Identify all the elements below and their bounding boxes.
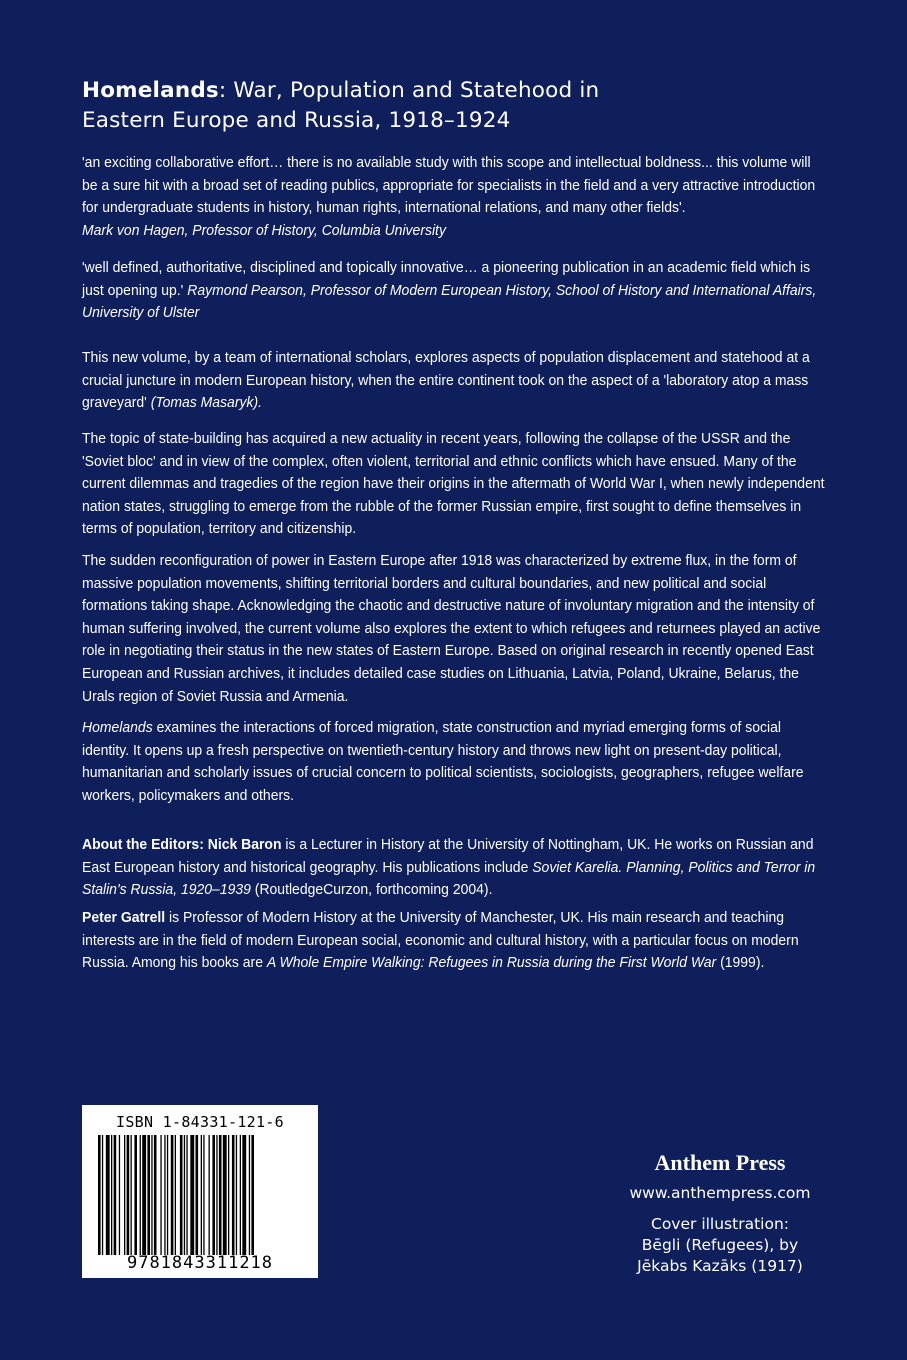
para3-text: The sudden reconfiguration of power in Eastern Europe after 1918 was characterized by extreme flux, in the form of massive population movements, shifting territorial borders and cultural boundaries, and new political and social formations taking shape. Acknowledging the chaotic and destructive nature of involuntary migration and the intensity of human suffering involved, the current volume also explores the extent to which refugees and returnees played an active role in negotiating their status in the new states of Eastern Europe. Based on original research in recently opened East European and Russian archives, it includes detailed case studies on Lithuania, Latvia, Poland, Ukraine, Belarus, the Urals region of Soviet Russia and Armenia. bbox=[82, 552, 821, 705]
barcode-stripe bbox=[228, 1135, 229, 1255]
barcode-stripe bbox=[164, 1135, 165, 1255]
about-gatrell bbox=[82, 907, 829, 975]
title-bold: Homelands bbox=[82, 78, 219, 103]
para4-lead: Homelands bbox=[82, 719, 153, 736]
barcode-stripe bbox=[196, 1135, 199, 1255]
barcode-stripe bbox=[201, 1135, 202, 1255]
editors-label: About the Editors: Nick Baron bbox=[82, 836, 282, 853]
para2-text: The topic of state-building has acquired a new actuality in recent years, following the collapse of the USSR and the 'Soviet bloc' and in view of the complex, often violent, territorial and ethnic conflicts which have ensued. Many of the current dilemmas and tragedies of the region have their origins in the aftermath of World War I, when newly independent nation states, struggling to emerge from the rubble of the former Russian empire, first sought to define themselves in terms of population, territory and citizenship. bbox=[82, 430, 825, 538]
barcode-stripe bbox=[219, 1135, 222, 1255]
barcode-stripe bbox=[98, 1135, 101, 1255]
barcode-stripe bbox=[223, 1135, 227, 1255]
quote1-text: 'an exciting collaborative effort… there is no available study with this scope and intellectual boldness... this volume will be a sure hit with a broad set of reading publics, appropriate for specialists in the field and a very attractive introduction for undergraduate students in history, human rights, international relations, and many other fields'. bbox=[82, 154, 816, 217]
description-para-4 bbox=[82, 717, 829, 807]
title-line2: Eastern Europe and Russia, 1918–1924 bbox=[82, 108, 511, 133]
barcode-stripe bbox=[212, 1135, 215, 1255]
para1-text: This new volume, by a team of international scholars, explores aspects of population displacement and statehood at a crucial juncture in modern European history, when the entire continent took on the aspect of a 'laboratory atop a mass graveyard' bbox=[82, 349, 810, 412]
cover-credit-line-1: Cover illustration: bbox=[651, 1215, 789, 1233]
barcode-stripe bbox=[251, 1135, 254, 1255]
quote1-attribution: Mark von Hagen, Professor of History, Columbia University bbox=[82, 221, 446, 239]
publisher-url[interactable]: www.anthempress.com bbox=[629, 1184, 811, 1202]
barcode-panel bbox=[82, 1105, 318, 1278]
para4-text: examines the interactions of forced migration, state construction and myriad emerging forms of social identity. It opens up a fresh perspective on twentieth-century history and throws new light on present-day political, humanitarian and scholarly issues of crucial concern to political scientists, sociologists, geographers, refugee welfare workers, policymakers and others. bbox=[82, 719, 804, 804]
barcode-stripe bbox=[190, 1135, 194, 1255]
cover-credit bbox=[600, 1214, 840, 1277]
barcode-icon bbox=[96, 1135, 304, 1255]
barcode-stripe bbox=[203, 1135, 204, 1255]
quote2-text: 'well defined, authoritative, disciplined and topically innovative… a pioneering publication in an academic field which is just opening up.' bbox=[82, 259, 811, 299]
title-rest: : War, Population and Statehood in bbox=[218, 78, 600, 103]
barcode-stripe bbox=[184, 1135, 185, 1255]
para1-cite: (Tomas Masaryk). bbox=[150, 394, 262, 412]
barcode-stripe bbox=[242, 1135, 246, 1255]
editors-text1: is a Lecturer in History at the University of Nottingham, UK. He works on Russian and East European history and historical geography. His publications include bbox=[82, 836, 814, 876]
editor2-book: A Whole Empire Walking: Refugees in Russia during the First World War bbox=[266, 954, 717, 972]
barcode-stripe bbox=[124, 1135, 125, 1255]
barcode-stripe bbox=[175, 1135, 176, 1255]
barcode-stripe bbox=[114, 1135, 117, 1255]
barcode-stripe bbox=[111, 1135, 112, 1255]
barcode-stripe bbox=[167, 1135, 168, 1255]
editors-text2: (RoutledgeCurzon, forthcoming 2004). bbox=[250, 881, 493, 899]
barcode-stripe bbox=[119, 1135, 120, 1255]
barcode-stripe bbox=[216, 1135, 217, 1255]
barcode-stripe bbox=[180, 1135, 183, 1255]
about-editors bbox=[82, 834, 829, 902]
barcode-stripe bbox=[127, 1135, 130, 1255]
editors-book: Soviet Karelia. Planning, Politics and Terror in Stalin's Russia, 1920–1939 bbox=[82, 858, 816, 899]
description-para-3 bbox=[82, 550, 829, 708]
book-title bbox=[82, 76, 842, 136]
publisher-name: Anthem Press bbox=[654, 1150, 786, 1175]
editor2-text2: (1999). bbox=[716, 954, 765, 972]
barcode-stripe bbox=[209, 1135, 210, 1255]
barcode-stripe bbox=[186, 1135, 187, 1255]
barcode-stripe bbox=[102, 1135, 103, 1255]
barcode-stripe bbox=[160, 1135, 161, 1255]
quote-von-hagen bbox=[82, 152, 829, 242]
barcode-stripe bbox=[151, 1135, 152, 1255]
cover-credit-line-3: Jēkabs Kazāks (1917) bbox=[637, 1257, 803, 1275]
barcode-stripe bbox=[232, 1135, 235, 1255]
barcode-stripe bbox=[236, 1135, 237, 1255]
isbn-label: ISBN 1-84331-121-6 bbox=[116, 1113, 284, 1131]
editor2-name: Peter Gatrell bbox=[82, 909, 166, 926]
cover-credit-line-2: Bēgli (Refugees), by bbox=[641, 1236, 799, 1254]
barcode-stripe bbox=[147, 1135, 150, 1255]
barcode-stripe bbox=[154, 1135, 157, 1255]
editor2-text1: is Professor of Modern History at the University of Manchester, UK. His main research and teaching interests are in the field of modern European social, economic and cultural history, with a particular focus on modern Russia. Among his books are bbox=[82, 909, 799, 972]
barcode-stripe bbox=[131, 1135, 132, 1255]
barcode-stripe bbox=[134, 1135, 137, 1255]
publisher-block bbox=[600, 1148, 840, 1277]
barcode-stripe bbox=[249, 1135, 250, 1255]
barcode-number: 9781843311218 bbox=[126, 1253, 274, 1273]
description-para-1 bbox=[82, 347, 829, 415]
barcode-stripe bbox=[240, 1135, 241, 1255]
quote2-attribution: Raymond Pearson, Professor of Modern European History, School of History and International Affairs, University of Ulster bbox=[82, 281, 817, 322]
barcode-stripe bbox=[140, 1135, 141, 1255]
barcode-stripe bbox=[106, 1135, 110, 1255]
barcode-stripe bbox=[171, 1135, 174, 1255]
barcode-stripe bbox=[142, 1135, 146, 1255]
description-para-2 bbox=[82, 428, 829, 541]
quote-pearson bbox=[82, 257, 829, 325]
